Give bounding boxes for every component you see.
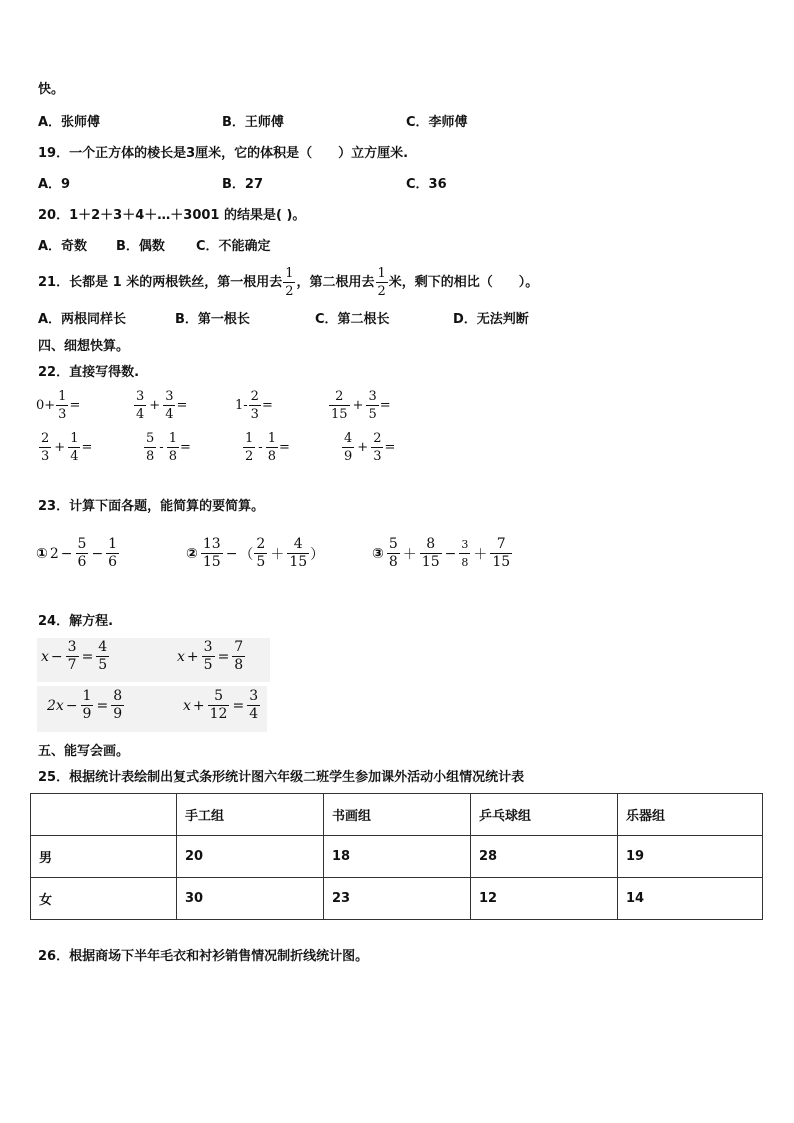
table-header-row — [31, 794, 763, 836]
section-5-heading: 五、能写会画。 — [38, 744, 130, 759]
q22-item-7: $\frac{1}{2}$ - $\frac{1}{8}$ = — [245, 431, 290, 464]
table-cell: 28 — [471, 836, 618, 878]
table-cell: 12 — [471, 878, 618, 920]
table-row — [31, 836, 763, 878]
q21-fraction-2: $\frac{1}{2}$ — [377, 266, 386, 299]
q21-text-part2: ，第二根用去 — [296, 274, 375, 290]
q21-text-part3: 米，剩下的相比（ ）。 — [388, 274, 539, 290]
q23-title: 23．计算下面各题，能简算的要简算。 — [38, 499, 265, 514]
table-cell: 男 — [31, 836, 177, 878]
q22-item-8: $\frac{4}{9}$ + $\frac{2}{3}$ = — [344, 431, 396, 464]
q21-option-d: D．无法判断 — [453, 312, 529, 327]
q19-option-b: B．27 — [222, 177, 263, 192]
q18-option-c: C．李师傅 — [406, 115, 468, 130]
q21-question — [38, 266, 538, 299]
q19-option-a: A．9 — [38, 177, 71, 192]
q24-equation-3: 2x − $\frac{1}{9}$ = $\frac{8}{9}$ — [47, 688, 123, 722]
table-cell: 19 — [618, 836, 763, 878]
q22-item-6: $\frac{5}{8}$ - $\frac{1}{8}$ = — [146, 431, 191, 464]
table-cell: 20 — [177, 836, 324, 878]
q22-title: 22．直接写得数. — [38, 365, 140, 380]
q18-option-a: A．张师傅 — [38, 115, 101, 130]
q22-item-2: $\frac{3}{4}$ + $\frac{3}{4}$ = — [136, 389, 188, 422]
table-cell: 30 — [177, 878, 324, 920]
section-4-heading: 四、细想快算。 — [38, 339, 130, 354]
q19-question: 19．一个正方体的棱长是3厘米，它的体积是（ ）立方厘米. — [38, 146, 409, 161]
q24-equation-4: x + $\frac{5}{12}$ = $\frac{3}{4}$ — [183, 688, 259, 722]
q20-question: 20．1＋2＋3＋4＋…＋3001 的结果是( )。 — [38, 208, 306, 223]
q20-option-c: C．不能确定 — [196, 239, 271, 254]
table-cell: 女 — [31, 878, 177, 920]
table-header-cell — [31, 794, 177, 836]
q20-option-b: B．偶数 — [116, 239, 165, 254]
q18-tail: 快。 — [38, 82, 65, 97]
q22-item-4: $\frac{2}{15}$ + $\frac{3}{5}$ = — [331, 389, 391, 422]
table-row — [31, 878, 763, 920]
table-cell: 14 — [618, 878, 763, 920]
q22-item-5: $\frac{2}{3}$ + $\frac{1}{4}$ = — [41, 431, 93, 464]
table-header-cell: 乒乓球组 — [471, 794, 618, 836]
q24-equation-2: x + $\frac{3}{5}$ = $\frac{7}{8}$ — [177, 639, 244, 673]
table-header-cell: 手工组 — [177, 794, 324, 836]
q21-fraction-1: $\frac{1}{2}$ — [285, 266, 294, 299]
q18-option-b: B．王师傅 — [222, 115, 284, 130]
table-header-cell: 乐器组 — [618, 794, 763, 836]
q23-expression-2: ② $\frac{13}{15}$ − （ $\frac{2}{5}$ ＋ $\frac{4}{15}$ ） — [186, 536, 325, 570]
q25-title: 25．根据统计表绘制出复式条形统计图六年级二班学生参加课外活动小组情况统计表 — [38, 770, 525, 785]
q24-equations-row-1 — [37, 638, 270, 682]
q21-option-c: C．第二根长 — [315, 312, 390, 327]
q23-expression-3: ③ $\frac{5}{8}$ ＋ $\frac{8}{15}$ − $\frac{3}{8}$ ＋ $\frac{7}{15}$ — [372, 536, 511, 570]
q21-text-part1: 21．长都是 1 米的两根铁丝，第一根用去 — [38, 274, 283, 290]
q21-option-b: B．第一根长 — [175, 312, 250, 327]
table-header-cell: 书画组 — [324, 794, 471, 836]
q24-title: 24．解方程. — [38, 614, 114, 629]
q24-equation-1: x − $\frac{3}{7}$ = $\frac{4}{5}$ — [41, 639, 108, 673]
table-cell: 18 — [324, 836, 471, 878]
q26-question: 26．根据商场下半年毛衣和衬衫销售情况制折线统计图。 — [38, 949, 369, 964]
q23-expression-1: ① 2 − $\frac{5}{6}$ − $\frac{1}{6}$ — [36, 536, 118, 570]
stats-table — [30, 793, 763, 920]
q21-option-a: A．两根同样长 — [38, 312, 127, 327]
table-cell: 23 — [324, 878, 471, 920]
q19-option-c: C．36 — [406, 177, 447, 192]
q22-item-1: 0+ $\frac{1}{3}$ = — [36, 389, 81, 422]
q22-item-3: 1- $\frac{2}{3}$ = — [235, 389, 273, 422]
q20-option-a: A．奇数 — [38, 239, 88, 254]
q24-equations-row-2 — [37, 686, 267, 732]
